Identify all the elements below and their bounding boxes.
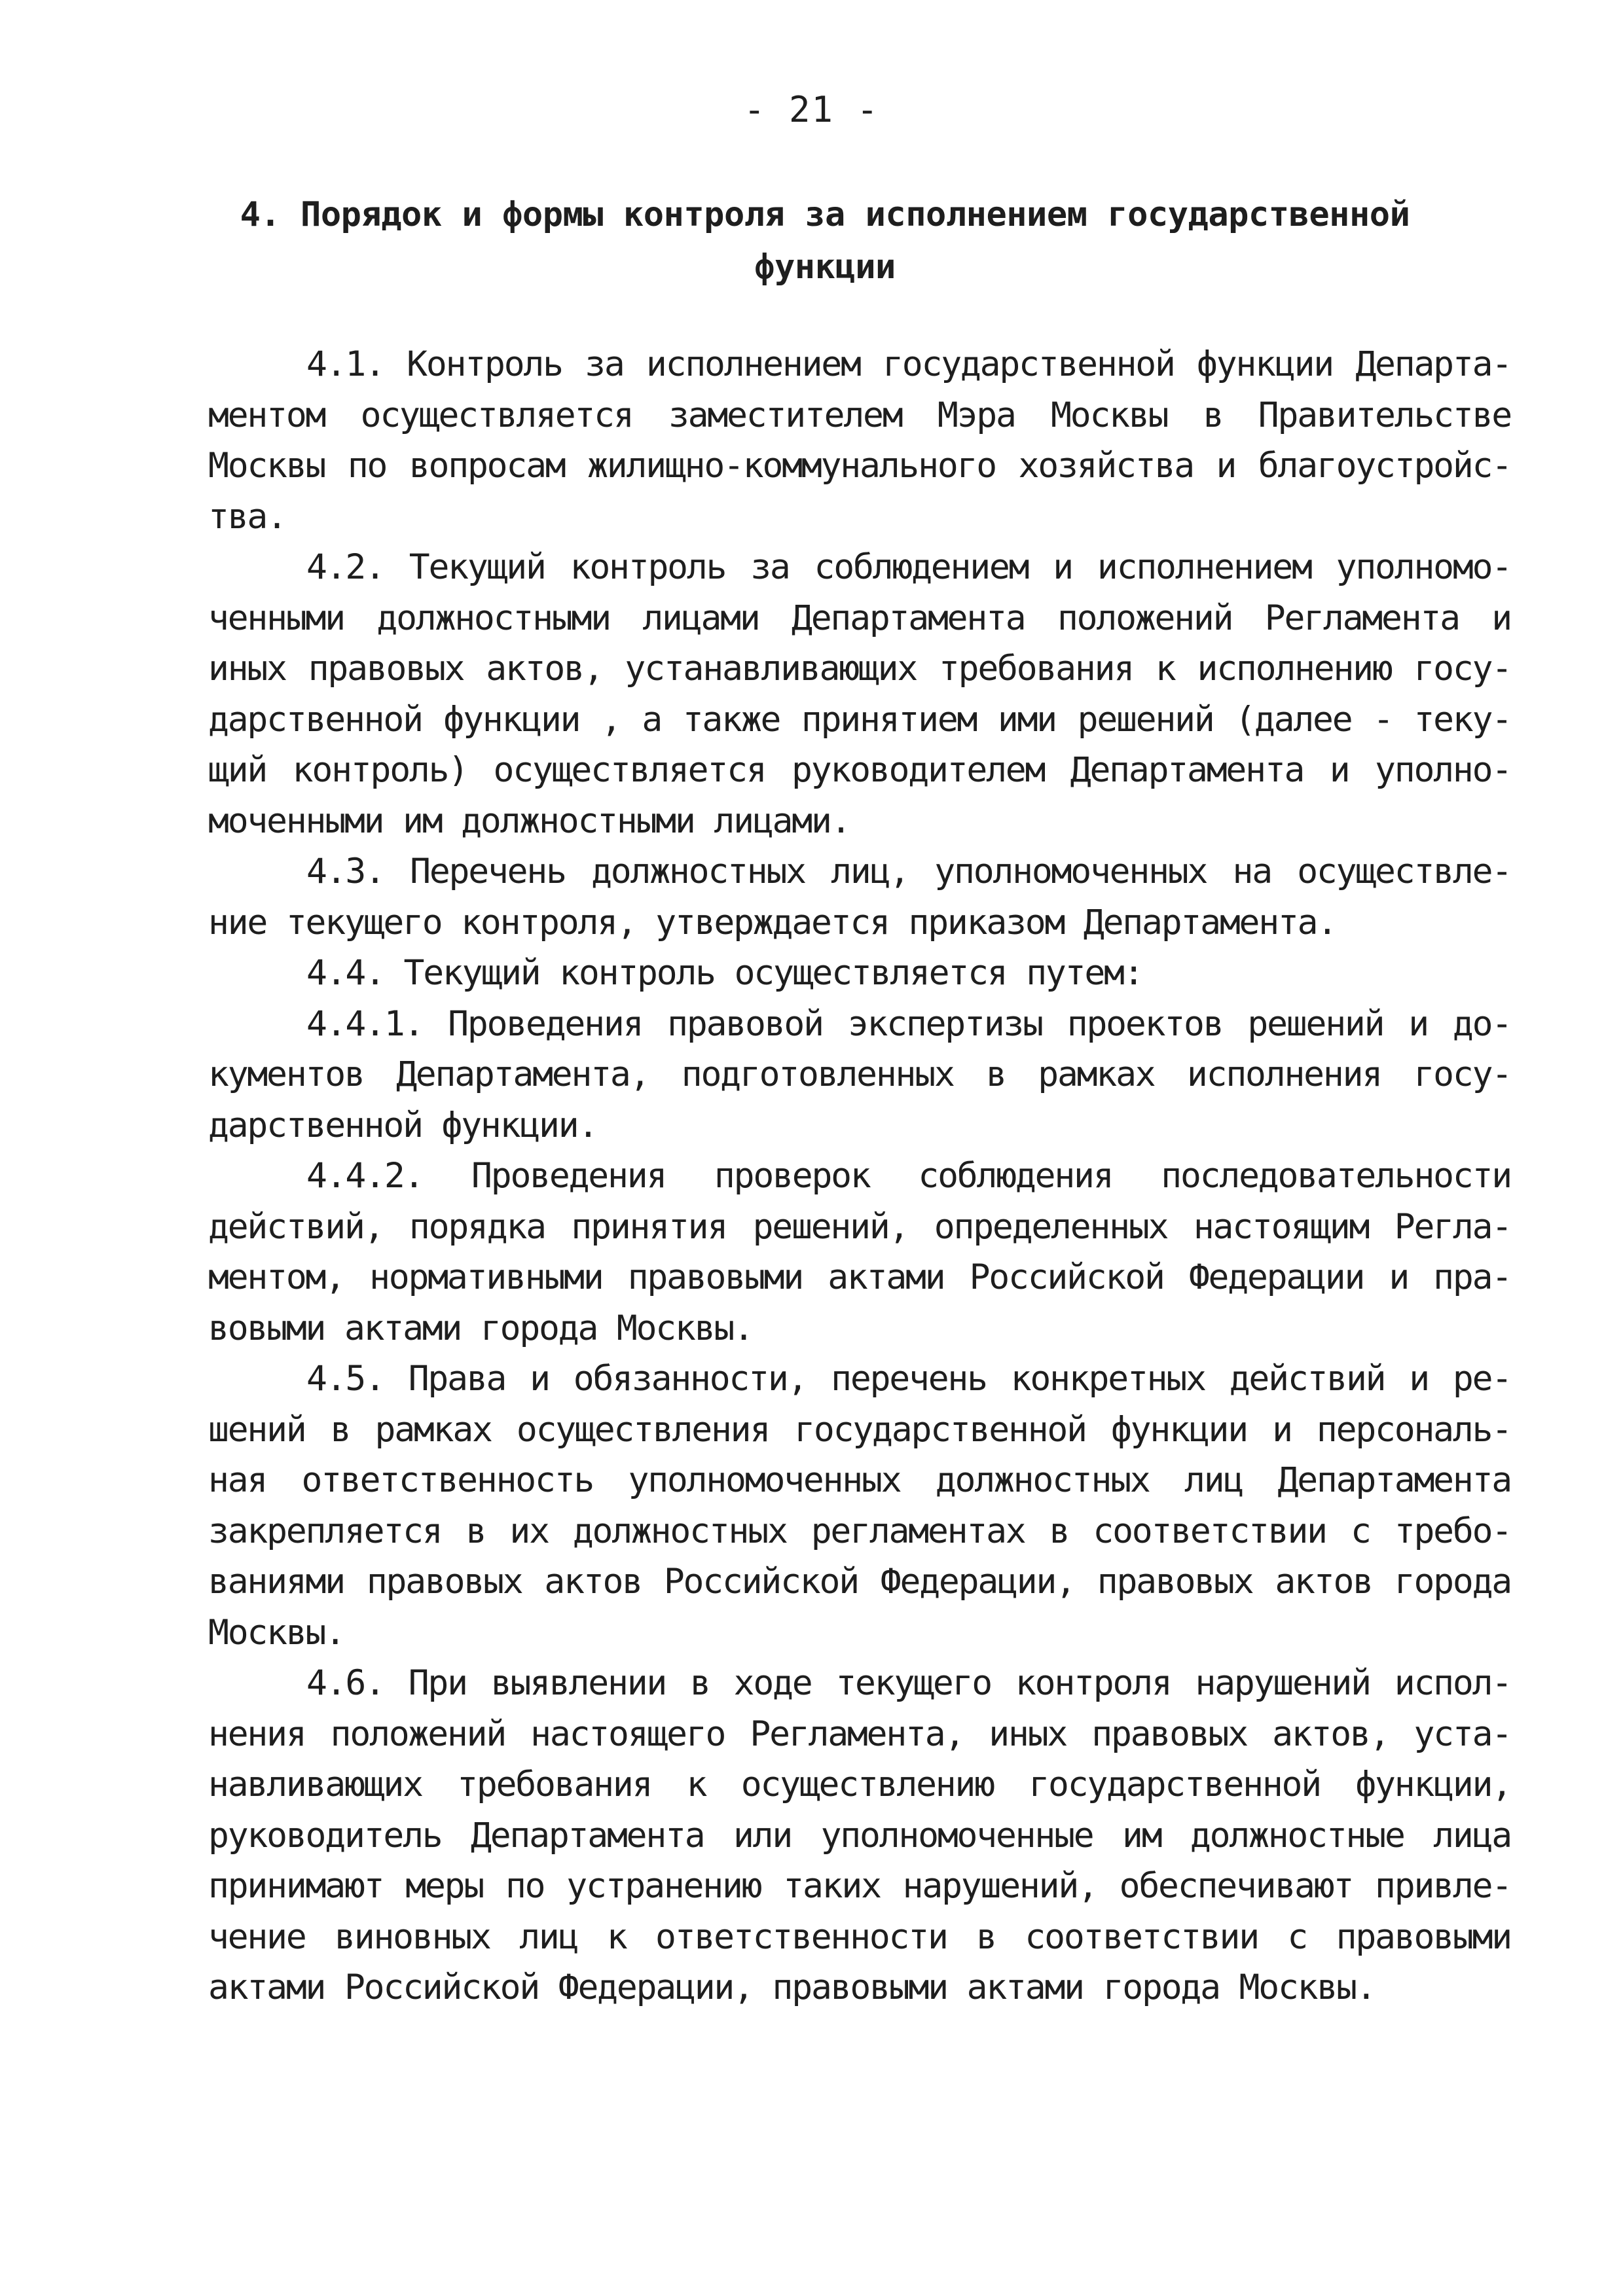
text-line: тва.: [208, 496, 286, 537]
section-heading-line-1: 4. Порядок и формы контроля за исполнением государственной: [240, 195, 1410, 234]
text-line: щий контроль) осуществляется руководителем Департамента и уполно-: [208, 750, 1511, 790]
paragraph-4-6: [208, 1658, 1511, 2013]
text-line: 4.4.1. Проведения правовой экспертизы проектов решений и до-: [306, 1003, 1511, 1044]
text-line: нения положений настоящего Регламента, иных правовых актов, уста-: [208, 1713, 1511, 1754]
text-line: чение виновных лиц к ответственности в соответствии с правовыми: [208, 1916, 1511, 1957]
text-line: 4.2. Текущий контроль за соблюдением и исполнением уполномо-: [306, 547, 1511, 587]
text-line: 4.4.2. Проведения проверок соблюдения последовательности: [306, 1156, 1511, 1196]
paragraph-4-1: [208, 339, 1511, 542]
text-line: 4.3. Перечень должностных лиц, уполномоченных на осуществле-: [306, 852, 1511, 891]
text-line: 4.5. Права и обязанности, перечень конкретных действий и ре-: [306, 1359, 1511, 1399]
text-line: моченными им должностными лицами.: [208, 800, 850, 841]
text-line: руководитель Департамента или уполномоченные им должностные лица: [208, 1815, 1511, 1856]
paragraph-4-4-1: [208, 999, 1511, 1151]
paragraph-4-5: [208, 1354, 1511, 1658]
text-line: дарственной функции , а также принятием ими решений (далее - теку-: [208, 699, 1511, 740]
text-line: вовыми актами города Москвы.: [208, 1308, 753, 1348]
text-line: ченными должностными лицами Департамента положений Регламента и: [208, 598, 1511, 638]
text-line: актами Российской Федерации, правовыми актами города Москвы.: [208, 1967, 1376, 2007]
text-line: кументов Департамента, подготовленных в рамках исполнения госу-: [208, 1054, 1511, 1094]
text-line: Москвы.: [208, 1612, 344, 1653]
text-line: шений в рамках осуществления государственной функции и персональ-: [208, 1409, 1511, 1450]
paragraph-4-4: [208, 948, 1511, 999]
paragraph-4-2: [208, 542, 1511, 846]
text-line: принимают меры по устранению таких нарушений, обеспечивают привле-: [208, 1866, 1511, 1906]
section-heading: [216, 188, 1434, 293]
text-line: 4.1. Контроль за исполнением государственной функции Департа-: [306, 344, 1511, 384]
paragraph-4-4-2: [208, 1151, 1511, 1354]
text-line: дарственной функции.: [208, 1105, 598, 1145]
text-line: навливающих требования к осуществлению государственной функции,: [208, 1765, 1511, 1804]
text-line: 4.6. При выявлении в ходе текущего контроля нарушений испол-: [306, 1663, 1511, 1703]
page-number: - 21 -: [743, 89, 880, 130]
document-body: [208, 339, 1511, 2013]
text-line: закрепляется в их должностных регламентах в соответствии с требо-: [208, 1511, 1511, 1551]
text-line: ментом осуществляется заместителем Мэра Москвы в Правительстве: [208, 395, 1511, 435]
text-line: ние текущего контроля, утверждается приказом Департамента.: [208, 902, 1337, 942]
text-line: Москвы по вопросам жилищно-коммунального хозяйства и благоустройс-: [208, 446, 1511, 486]
text-line: ная ответственность уполномоченных должностных лиц Департамента: [208, 1460, 1511, 1500]
text-line: действий, порядка принятия решений, определенных настоящим Регла-: [208, 1206, 1511, 1247]
section-heading-line-2: функции: [754, 247, 896, 287]
text-line: ментом, нормативными правовыми актами Российской Федерации и пра-: [208, 1257, 1511, 1297]
text-line: 4.4. Текущий контроль осуществляется путем:: [306, 953, 1143, 993]
text-line: ваниями правовых актов Российской Федерации, правовых актов города: [208, 1562, 1511, 1602]
paragraph-4-3: [208, 846, 1511, 948]
text-line: иных правовых актов, устанавливающих требования к исполнению госу-: [208, 649, 1511, 689]
